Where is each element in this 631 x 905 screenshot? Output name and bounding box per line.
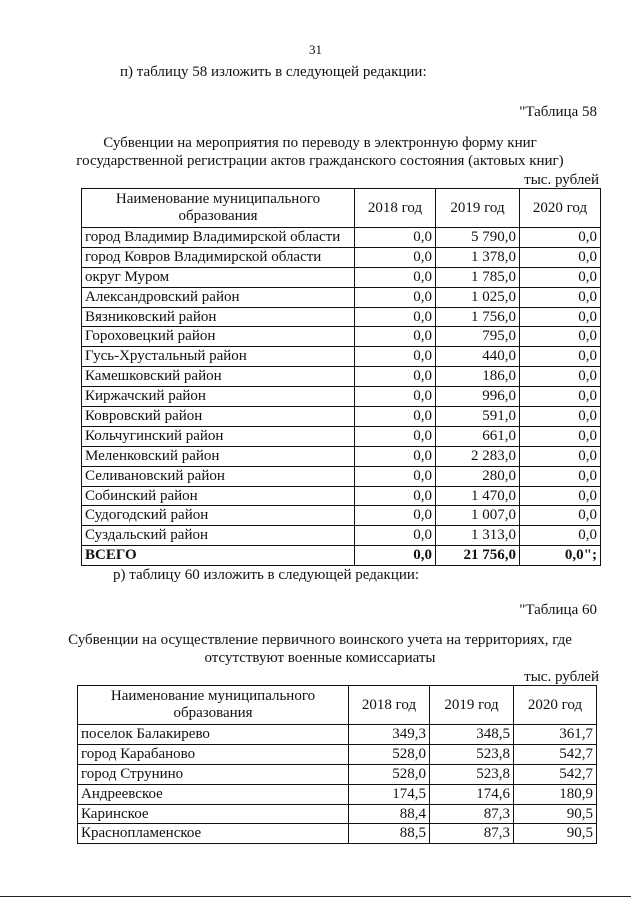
table-58-label: "Таблица 58 xyxy=(519,104,597,120)
row-value-cell: 90,5 xyxy=(514,824,597,844)
table-row xyxy=(82,526,601,546)
table-60-title: Субвенции на осуществление первичного воинского учета на территориях, где отсутствуют военные комиссариаты xyxy=(68,632,572,666)
paragraph-r: р) таблицу 60 изложить в следующей редакции: xyxy=(113,567,420,583)
row-value-cell: 996,0 xyxy=(436,387,520,407)
row-value-cell: 795,0 xyxy=(436,327,520,347)
table-row xyxy=(78,725,597,745)
row-name-cell: округ Муром xyxy=(82,267,355,287)
total-value-cell: 0,0 xyxy=(355,546,436,566)
row-value-cell: 0,0 xyxy=(520,426,601,446)
row-value-cell: 523,8 xyxy=(430,744,514,764)
row-value-cell: 0,0 xyxy=(520,446,601,466)
header-name: Наименование муниципального образования xyxy=(82,189,355,228)
row-name-cell: Андреевское xyxy=(78,784,349,804)
row-value-cell: 528,0 xyxy=(349,764,430,784)
row-name-cell: Каринское xyxy=(78,804,349,824)
row-name-cell: Селивановский район xyxy=(82,466,355,486)
row-value-cell: 0,0 xyxy=(355,327,436,347)
row-value-cell: 0,0 xyxy=(520,228,601,248)
table-60 xyxy=(77,685,597,844)
row-value-cell: 174,5 xyxy=(349,784,430,804)
row-value-cell: 174,6 xyxy=(430,784,514,804)
row-value-cell: 523,8 xyxy=(430,764,514,784)
row-value-cell: 0,0 xyxy=(355,446,436,466)
table-row xyxy=(78,744,597,764)
header-2019: 2019 год xyxy=(436,189,520,228)
row-value-cell: 186,0 xyxy=(436,367,520,387)
row-name-cell: Кольчугинский район xyxy=(82,426,355,446)
row-value-cell: 0,0 xyxy=(520,387,601,407)
row-value-cell: 2 283,0 xyxy=(436,446,520,466)
row-name-cell: город Карабаново xyxy=(78,744,349,764)
row-value-cell: 542,7 xyxy=(514,764,597,784)
row-name-cell: город Ковров Владимирской области xyxy=(82,247,355,267)
row-value-cell: 0,0 xyxy=(520,367,601,387)
table-row xyxy=(78,784,597,804)
table-row xyxy=(82,466,601,486)
row-name-cell: Вязниковский район xyxy=(82,307,355,327)
table-row xyxy=(82,446,601,466)
paragraph-p: п) таблицу 58 изложить в следующей редакции: xyxy=(120,64,427,80)
row-value-cell: 0,0 xyxy=(355,506,436,526)
row-value-cell: 0,0 xyxy=(520,407,601,427)
row-value-cell: 542,7 xyxy=(514,744,597,764)
table-row xyxy=(82,387,601,407)
total-label-cell: ВСЕГО xyxy=(82,546,355,566)
row-value-cell: 0,0 xyxy=(520,526,601,546)
table-row xyxy=(82,287,601,307)
row-value-cell: 0,0 xyxy=(355,407,436,427)
table-row xyxy=(82,228,601,248)
row-value-cell: 0,0 xyxy=(355,267,436,287)
row-value-cell: 1 313,0 xyxy=(436,526,520,546)
row-name-cell: Гороховецкий район xyxy=(82,327,355,347)
row-value-cell: 5 790,0 xyxy=(436,228,520,248)
page-bottom-rule xyxy=(0,896,631,897)
row-name-cell: Меленковский район xyxy=(82,446,355,466)
row-value-cell: 87,3 xyxy=(430,824,514,844)
row-value-cell: 0,0 xyxy=(355,426,436,446)
header-2019: 2019 год xyxy=(430,686,514,725)
table-row xyxy=(82,247,601,267)
row-value-cell: 0,0 xyxy=(355,347,436,367)
row-name-cell: город Владимир Владимирской области xyxy=(82,228,355,248)
row-name-cell: Краснопламенское xyxy=(78,824,349,844)
row-name-cell: Ковровский район xyxy=(82,407,355,427)
row-value-cell: 0,0 xyxy=(355,466,436,486)
row-name-cell: поселок Балакирево xyxy=(78,725,349,745)
row-value-cell: 1 470,0 xyxy=(436,486,520,506)
row-value-cell: 1 007,0 xyxy=(436,506,520,526)
table-row xyxy=(82,506,601,526)
row-value-cell: 88,4 xyxy=(349,804,430,824)
table-row xyxy=(78,804,597,824)
header-2018: 2018 год xyxy=(355,189,436,228)
row-name-cell: Суздальский район xyxy=(82,526,355,546)
table-58-units: тыс. рублей xyxy=(524,172,599,188)
table-row xyxy=(82,407,601,427)
row-value-cell: 0,0 xyxy=(520,327,601,347)
row-value-cell: 0,0 xyxy=(520,247,601,267)
row-value-cell: 349,3 xyxy=(349,725,430,745)
row-value-cell: 0,0 xyxy=(520,506,601,526)
row-value-cell: 1 756,0 xyxy=(436,307,520,327)
row-value-cell: 1 785,0 xyxy=(436,267,520,287)
table-row xyxy=(82,426,601,446)
total-row xyxy=(82,546,601,566)
row-value-cell: 0,0 xyxy=(355,486,436,506)
row-value-cell: 0,0 xyxy=(520,466,601,486)
row-name-cell: город Струнино xyxy=(78,764,349,784)
total-value-cell: 21 756,0 xyxy=(436,546,520,566)
row-value-cell: 90,5 xyxy=(514,804,597,824)
row-value-cell: 0,0 xyxy=(520,486,601,506)
row-value-cell: 0,0 xyxy=(355,287,436,307)
row-value-cell: 591,0 xyxy=(436,407,520,427)
header-2020: 2020 год xyxy=(514,686,597,725)
table-58-title: Субвенции на мероприятия по переводу в электронную форму книг государственной регистрации актов гражданского состояния (актовых книг) xyxy=(76,135,564,169)
table-60-units: тыс. рублей xyxy=(524,669,599,685)
row-value-cell: 0,0 xyxy=(355,228,436,248)
row-value-cell: 528,0 xyxy=(349,744,430,764)
row-value-cell: 0,0 xyxy=(520,307,601,327)
table-58 xyxy=(81,188,601,566)
row-value-cell: 0,0 xyxy=(520,347,601,367)
table-60-label: "Таблица 60 xyxy=(519,602,597,618)
row-name-cell: Собинский район xyxy=(82,486,355,506)
row-value-cell: 440,0 xyxy=(436,347,520,367)
table-row xyxy=(78,824,597,844)
row-value-cell: 348,5 xyxy=(430,725,514,745)
page-number: 31 xyxy=(309,42,322,57)
row-value-cell: 0,0 xyxy=(355,367,436,387)
table-row xyxy=(82,327,601,347)
row-value-cell: 180,9 xyxy=(514,784,597,804)
table-row xyxy=(82,486,601,506)
row-name-cell: Гусь-Хрустальный район xyxy=(82,347,355,367)
row-value-cell: 87,3 xyxy=(430,804,514,824)
row-value-cell: 661,0 xyxy=(436,426,520,446)
row-value-cell: 280,0 xyxy=(436,466,520,486)
row-value-cell: 0,0 xyxy=(355,307,436,327)
header-name: Наименование муниципального образования xyxy=(78,686,349,725)
header-2018: 2018 год xyxy=(349,686,430,725)
row-name-cell: Камешковский район xyxy=(82,367,355,387)
row-name-cell: Киржачский район xyxy=(82,387,355,407)
row-value-cell: 1 378,0 xyxy=(436,247,520,267)
row-value-cell: 1 025,0 xyxy=(436,287,520,307)
table-row xyxy=(82,347,601,367)
table-row xyxy=(82,307,601,327)
table-row xyxy=(82,267,601,287)
table-row xyxy=(78,764,597,784)
row-value-cell: 0,0 xyxy=(520,287,601,307)
row-value-cell: 88,5 xyxy=(349,824,430,844)
row-value-cell: 0,0 xyxy=(355,247,436,267)
row-value-cell: 0,0 xyxy=(355,387,436,407)
row-value-cell: 361,7 xyxy=(514,725,597,745)
row-name-cell: Александровский район xyxy=(82,287,355,307)
header-2020: 2020 год xyxy=(520,189,601,228)
row-value-cell: 0,0 xyxy=(355,526,436,546)
table-row xyxy=(82,367,601,387)
row-value-cell: 0,0 xyxy=(520,267,601,287)
row-name-cell: Судогодский район xyxy=(82,506,355,526)
total-value-cell: 0,0"; xyxy=(520,546,601,566)
